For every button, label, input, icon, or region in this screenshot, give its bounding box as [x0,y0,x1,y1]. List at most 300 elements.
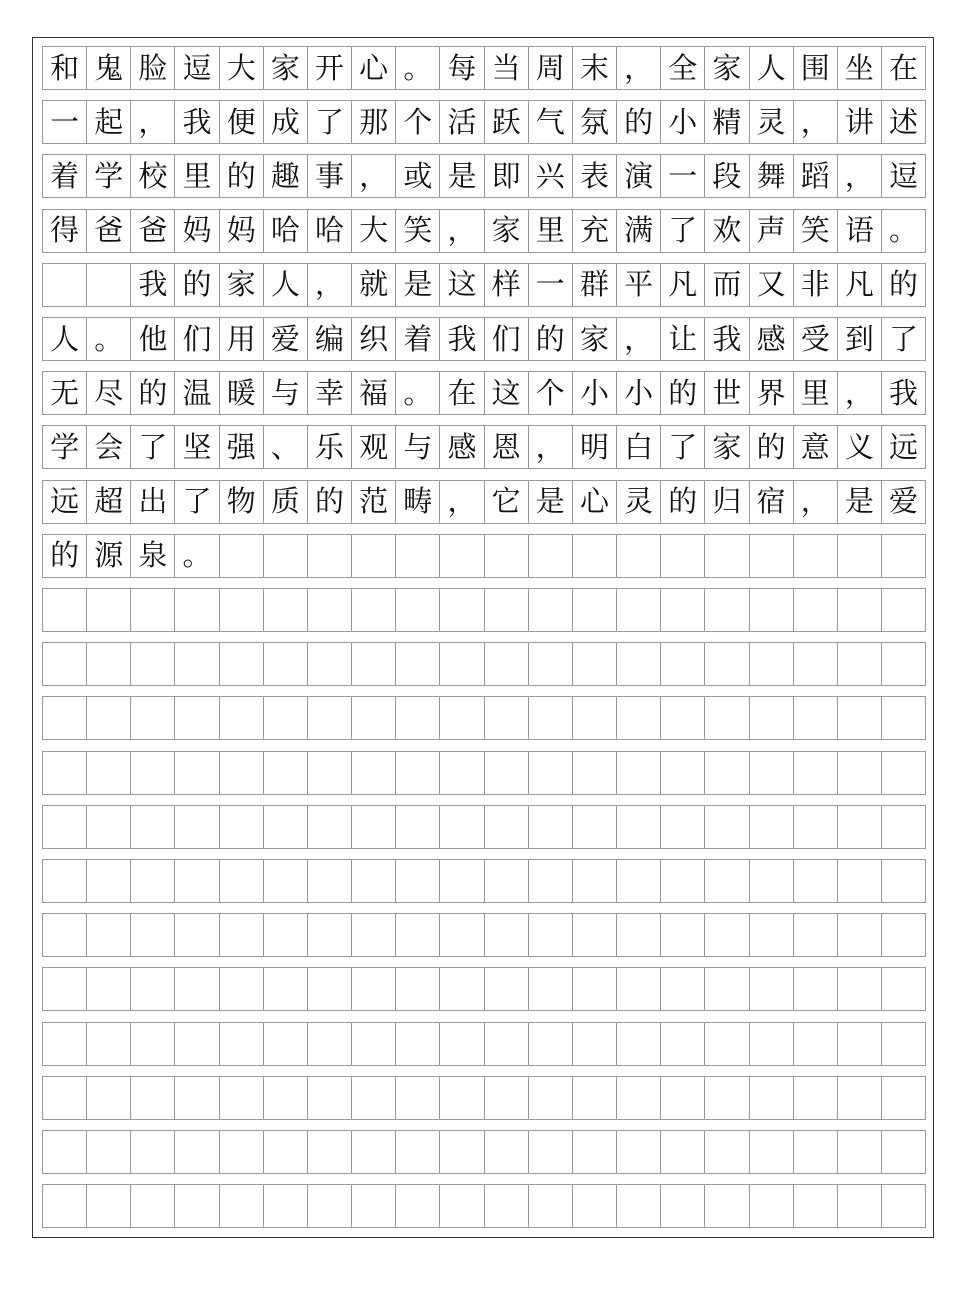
empty-cell [661,806,705,848]
empty-cell [529,1185,573,1227]
character-cell: 校 [131,155,175,197]
empty-cell [131,806,175,848]
empty-cell [87,860,131,902]
character-cell: 个 [529,372,573,414]
empty-cell [617,1077,661,1119]
empty-cell [838,535,882,577]
character-cell: 家 [220,264,264,306]
empty-cell [396,697,440,739]
empty-cell [794,914,838,956]
empty-cell [485,697,529,739]
character-cell: 样 [485,264,529,306]
empty-cell [794,535,838,577]
empty-cell [529,968,573,1010]
empty-cell [440,1023,484,1065]
empty-cell [705,968,749,1010]
empty-cell [87,1185,131,1227]
empty-cell [573,752,617,794]
character-cell: ， [838,372,882,414]
empty-cell [440,914,484,956]
character-cell: 舞 [750,155,794,197]
character-cell: 福 [352,372,396,414]
character-cell: 气 [529,101,573,143]
text-line [42,425,926,469]
empty-cell [131,1023,175,1065]
empty-cell [882,860,926,902]
empty-cell [440,643,484,685]
empty-cell [882,643,926,685]
character-cell: 着 [43,155,87,197]
empty-cell [882,1023,926,1065]
empty-cell [573,914,617,956]
empty-cell [220,752,264,794]
character-cell: ， [529,426,573,468]
empty-cell [705,806,749,848]
character-cell: 即 [485,155,529,197]
empty-cell [705,1023,749,1065]
character-cell: 而 [705,264,749,306]
empty-cell [794,697,838,739]
empty-cell [308,1131,352,1173]
empty-cell [661,914,705,956]
empty-cell [617,806,661,848]
character-cell: 了 [308,101,352,143]
empty-cell [43,752,87,794]
empty-cell [485,860,529,902]
empty-cell [882,806,926,848]
empty-cell [175,643,219,685]
empty-cell [396,860,440,902]
character-cell: 一 [43,101,87,143]
character-cell: ， [440,210,484,252]
character-cell: 妈 [220,210,264,252]
empty-cell [396,1185,440,1227]
character-cell: 会 [87,426,131,468]
empty-cell [485,535,529,577]
character-cell: 、 [264,426,308,468]
empty-cell [573,589,617,631]
empty-cell [661,968,705,1010]
character-cell: 的 [43,535,87,577]
empty-cell [529,1023,573,1065]
empty-cell [485,914,529,956]
character-cell: 得 [43,210,87,252]
empty-cell [882,697,926,739]
empty-cell [750,1185,794,1227]
character-cell: 演 [617,155,661,197]
character-cell: 或 [396,155,440,197]
empty-cell [220,1185,264,1227]
empty-cell [440,1185,484,1227]
empty-cell [396,1131,440,1173]
character-cell: 语 [838,210,882,252]
empty-cell [264,1077,308,1119]
empty-cell [705,914,749,956]
character-cell: 们 [175,318,219,360]
blank-line [42,696,926,740]
character-cell: 归 [705,481,749,523]
empty-cell [220,1077,264,1119]
character-cell: 物 [220,481,264,523]
empty-cell [794,1077,838,1119]
character-cell: ， [308,264,352,306]
empty-cell [882,1131,926,1173]
character-cell: 暖 [220,372,264,414]
empty-cell [220,1023,264,1065]
blank-line [42,642,926,686]
empty-cell [838,697,882,739]
character-cell: ， [794,101,838,143]
empty-cell [43,697,87,739]
empty-cell [87,1131,131,1173]
character-cell: 的 [220,155,264,197]
character-cell: 是 [440,155,484,197]
empty-cell [264,589,308,631]
empty-cell [264,968,308,1010]
character-cell: 的 [175,264,219,306]
empty-cell [661,1077,705,1119]
empty-cell [440,806,484,848]
character-cell: 。 [175,535,219,577]
character-cell: 的 [308,481,352,523]
empty-cell [838,643,882,685]
empty-cell [220,535,264,577]
empty-cell [617,860,661,902]
empty-cell [838,1185,882,1227]
empty-cell [352,643,396,685]
character-cell: 家 [705,47,749,89]
empty-cell [794,1023,838,1065]
empty-cell [617,1131,661,1173]
empty-cell [573,535,617,577]
character-cell: 质 [264,481,308,523]
character-cell: 家 [485,210,529,252]
empty-cell [750,860,794,902]
empty-cell [440,860,484,902]
character-cell: 坚 [175,426,219,468]
character-cell: 满 [617,210,661,252]
empty-cell [131,697,175,739]
character-cell: ， [838,155,882,197]
empty-cell [617,589,661,631]
character-cell: 小 [617,372,661,414]
empty-cell [308,1077,352,1119]
empty-cell [705,589,749,631]
empty-cell [308,968,352,1010]
empty-cell [264,806,308,848]
blank-line [42,751,926,795]
empty-cell [175,860,219,902]
empty-cell [617,752,661,794]
empty-cell [529,643,573,685]
empty-cell [661,589,705,631]
empty-cell [308,589,352,631]
empty-cell [440,697,484,739]
text-line [42,154,926,198]
empty-cell [485,752,529,794]
empty-cell [750,589,794,631]
character-cell: 着 [396,318,440,360]
empty-cell [87,968,131,1010]
empty-cell [529,1077,573,1119]
character-cell: 小 [573,372,617,414]
character-cell: 我 [705,318,749,360]
empty-cell [529,589,573,631]
character-cell: 成 [264,101,308,143]
character-cell: 泉 [131,535,175,577]
character-cell: 。 [396,372,440,414]
empty-cell [352,1185,396,1227]
character-cell: ， [440,481,484,523]
empty-cell [131,914,175,956]
empty-cell [573,1185,617,1227]
empty-cell [396,535,440,577]
empty-cell [308,697,352,739]
character-cell: 声 [750,210,794,252]
empty-cell [352,752,396,794]
empty-cell [87,589,131,631]
character-cell: 大 [352,210,396,252]
empty-cell [264,914,308,956]
empty-cell [838,968,882,1010]
character-cell: 每 [440,47,484,89]
character-cell: 我 [175,101,219,143]
empty-cell [175,752,219,794]
empty-cell [794,589,838,631]
character-cell: 充 [573,210,617,252]
empty-cell [175,697,219,739]
character-cell: 一 [661,155,705,197]
character-cell: 这 [440,264,484,306]
character-cell: 世 [705,372,749,414]
empty-cell [794,752,838,794]
character-cell: 在 [882,47,926,89]
character-cell: 了 [175,481,219,523]
empty-cell [661,697,705,739]
character-cell: 心 [573,481,617,523]
character-cell: 讲 [838,101,882,143]
character-cell: 学 [87,155,131,197]
character-cell: 鬼 [87,47,131,89]
empty-cell [617,914,661,956]
empty-cell [175,806,219,848]
empty-cell [220,589,264,631]
empty-cell [573,1023,617,1065]
character-cell: 我 [440,318,484,360]
empty-cell [308,1023,352,1065]
empty-cell [43,1023,87,1065]
character-cell: 。 [396,47,440,89]
character-cell: 了 [882,318,926,360]
blank-line [42,913,926,957]
empty-cell [750,968,794,1010]
character-cell: 尽 [87,372,131,414]
empty-cell [220,1131,264,1173]
character-cell: 了 [661,210,705,252]
character-cell: 了 [131,426,175,468]
empty-cell [175,968,219,1010]
character-cell: 凡 [838,264,882,306]
empty-cell [352,1131,396,1173]
character-cell: 感 [750,318,794,360]
character-cell: 无 [43,372,87,414]
empty-cell [794,860,838,902]
character-cell: 兴 [529,155,573,197]
empty-cell [396,1023,440,1065]
character-cell: 出 [131,481,175,523]
character-cell: 又 [750,264,794,306]
character-cell: 的 [750,426,794,468]
empty-cell [750,752,794,794]
empty-cell [705,752,749,794]
character-cell: 那 [352,101,396,143]
empty-cell [352,697,396,739]
character-cell: 家 [705,426,749,468]
empty-cell [794,1185,838,1227]
empty-cell [529,860,573,902]
empty-cell [617,697,661,739]
empty-cell [43,914,87,956]
character-cell: 爸 [131,210,175,252]
text-line [42,100,926,144]
character-cell: 活 [440,101,484,143]
empty-cell [838,589,882,631]
character-cell: 与 [396,426,440,468]
empty-cell [882,968,926,1010]
empty-cell [87,914,131,956]
empty-cell [882,914,926,956]
empty-cell [43,643,87,685]
character-cell: 人 [43,318,87,360]
empty-cell [131,589,175,631]
empty-cell [43,806,87,848]
character-cell: 人 [750,47,794,89]
empty-cell [529,697,573,739]
character-cell: 坐 [838,47,882,89]
empty-cell [175,589,219,631]
empty-cell [220,806,264,848]
empty-cell [617,1185,661,1227]
character-cell: 笑 [794,210,838,252]
empty-cell [485,1131,529,1173]
blank-line [42,859,926,903]
empty-cell [43,1077,87,1119]
character-cell: 是 [838,481,882,523]
empty-cell [308,860,352,902]
empty-cell [264,752,308,794]
character-cell: 是 [396,264,440,306]
character-cell: 他 [131,318,175,360]
text-line [42,534,926,578]
character-cell: 家 [573,318,617,360]
character-cell: 乐 [308,426,352,468]
blank-line [42,1130,926,1174]
empty-cell [838,860,882,902]
empty-cell [352,1023,396,1065]
character-cell: 的 [617,101,661,143]
empty-cell [573,1077,617,1119]
character-cell: ， [352,155,396,197]
empty-cell [440,535,484,577]
empty-cell [661,535,705,577]
empty-cell [264,1131,308,1173]
text-line [42,209,926,253]
empty-cell [352,535,396,577]
empty-cell [87,806,131,848]
character-cell: 的 [661,372,705,414]
empty-cell [661,1023,705,1065]
empty-cell [308,643,352,685]
character-cell: 是 [529,481,573,523]
character-cell: ， [617,47,661,89]
character-cell: 一 [529,264,573,306]
empty-cell [573,860,617,902]
empty-cell [440,1131,484,1173]
empty-cell [705,643,749,685]
empty-cell [882,589,926,631]
empty-cell [87,752,131,794]
blank-line [42,588,926,632]
empty-cell [264,535,308,577]
text-line [42,371,926,415]
empty-cell [661,860,705,902]
character-cell: 氛 [573,101,617,143]
empty-cell [661,643,705,685]
empty-cell [838,1131,882,1173]
character-cell: 蹈 [794,155,838,197]
character-cell: 观 [352,426,396,468]
empty-cell [573,1131,617,1173]
character-cell: 就 [352,264,396,306]
character-cell: 群 [573,264,617,306]
empty-cell [396,589,440,631]
empty-cell [750,806,794,848]
character-cell: 开 [308,47,352,89]
empty-cell [396,1077,440,1119]
empty-cell [175,1185,219,1227]
character-cell: 。 [882,210,926,252]
character-cell: 编 [308,318,352,360]
character-cell: 趣 [264,155,308,197]
empty-cell [750,697,794,739]
empty-cell [131,968,175,1010]
empty-cell [573,643,617,685]
character-cell: 欢 [705,210,749,252]
character-cell: 非 [794,264,838,306]
character-cell: 与 [264,372,308,414]
character-cell: 里 [794,372,838,414]
character-cell: 全 [661,47,705,89]
character-cell: 里 [175,155,219,197]
character-cell: 范 [352,481,396,523]
character-cell: 凡 [661,264,705,306]
empty-cell [485,1023,529,1065]
character-cell: 表 [573,155,617,197]
empty-cell [352,860,396,902]
empty-cell [838,1077,882,1119]
empty-cell [264,860,308,902]
blank-line [42,1184,926,1228]
empty-cell [794,968,838,1010]
empty-cell [750,535,794,577]
character-cell: 它 [485,481,529,523]
character-cell: 平 [617,264,661,306]
empty-cell [485,806,529,848]
character-cell: 明 [573,426,617,468]
character-cell: 小 [661,101,705,143]
character-cell: 述 [882,101,926,143]
empty-cell [131,752,175,794]
